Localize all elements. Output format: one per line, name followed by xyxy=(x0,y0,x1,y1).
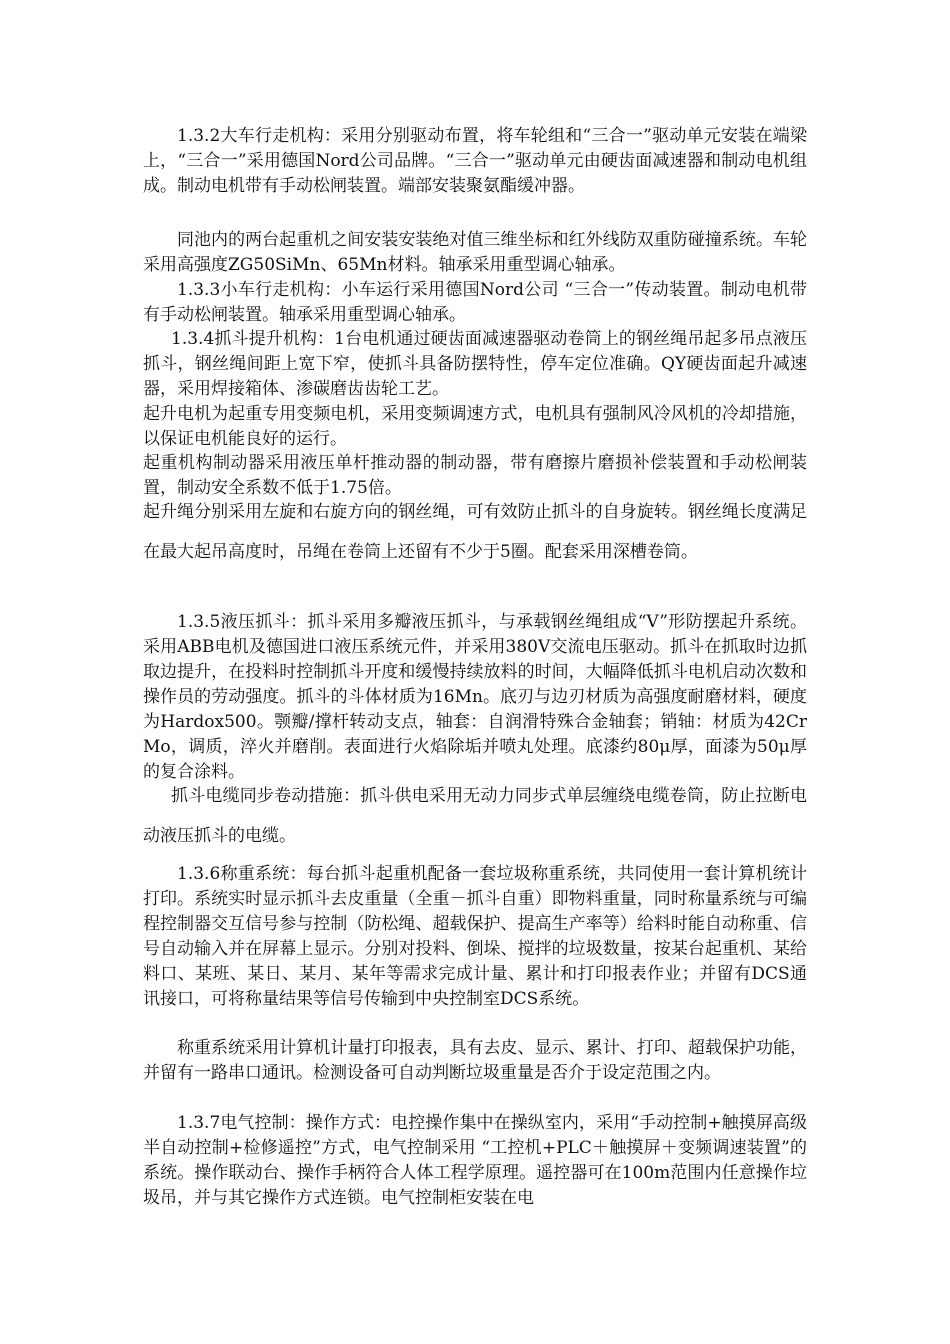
paragraph-hoist-motor: 起升电机为起重专用变频电机，采用变频调速方式，电机具有强制风冷风机的冷却措施，以保证电机能良好的运行。 xyxy=(143,404,807,449)
paragraph-1-3-4-hoist: 1.3.4抓斗提升机构：1台电机通过硬齿面减速器驱动卷筒上的钢丝绳吊起多吊点液压抓斗，钢丝绳间距上宽下窄，使抓斗具备防摆特性，停车定位准确。QY硬齿面起升减速器，采用焊接箱体、渗碳磨齿齿轮工艺。 xyxy=(143,329,807,399)
paragraph-weighing-report: 称重系统采用计算机计量打印报表，具有去皮、显示、累计、打印、超载保护功能，并留有一路串口通讯。检测设备可自动判断垃圾重量是否介于设定范围之内。 xyxy=(143,1038,807,1083)
paragraph-1-3-2-bridge-travel: 1.3.2大车行走机构：采用分别驱动布置，将车轮组和“三合一”驱动单元安装在端梁上，“三合一”采用德国Nord公司品牌。“三合一”驱动单元由硬齿面减速器和制动电机组成。制动电机带有手动松闸装置。端部安装聚氨酯缓冲器。 xyxy=(143,126,807,196)
paragraph-1-3-7-electrical-control: 1.3.7电气控制：操作方式：电控操作集中在操纵室内，采用“手动控制+触摸屏高级半自动控制+检修遥控”方式，电气控制采用 “工控机+PLC＋触摸屏＋变频调速装置”的系统。操作联动台、操作手柄符合人体工程学原理。遥控器可在100m范围内任意操作垃圾吊，并与其它操作方式连锁。电气控制柜安装在电 xyxy=(143,1113,807,1208)
paragraph-1-3-5-hydraulic-grab: 1.3.5液压抓斗：抓斗采用多瓣液压抓斗，与承载钢丝绳组成“V”形防摆起升系统。采用ABB电机及德国进口液压系统元件，并采用380V交流电压驱动。抓斗在抓取时边抓取边提升，在投料时控制抓斗开度和缓慢持续放料的时间，大幅降低抓斗电机启动次数和操作员的劳动强度。抓斗的斗体材质为16Mn。底刃与边刃材质为高强度耐磨材料，硬度为Hardox500。颚瓣/撑杆转动支点，轴套：自润滑特殊合金轴套；销轴：材质为42CrMo，调质，淬火并磨削。表面进行火焰除垢并喷丸处理。底漆约80μ厚，面漆为50μ厚的复合涂料。 xyxy=(143,612,807,782)
paragraph-brake: 起重机构制动器采用液压单杆推动器的制动器，带有磨擦片磨损补偿装置和手动松闸装置，制动安全系数不低于1.75倍。 xyxy=(143,453,807,498)
paragraph-anti-collision: 同池内的两台起重机之间安装安装绝对值三维坐标和红外线防双重防碰撞系统。车轮采用高强度ZG50SiMn、65Mn材料。轴承采用重型调心轴承。 xyxy=(143,230,807,275)
paragraph-1-3-3-trolley-travel: 1.3.3小车行走机构：小车运行采用德国Nord公司 “三合一”传动装置。制动电机带有手动松闸装置。轴承采用重型调心轴承。 xyxy=(143,280,807,325)
paragraph-grab-cable-reel: 抓斗电缆同步卷动措施：抓斗供电采用无动力同步式单层缠绕电缆卷筒，防止拉断电动液压抓斗的电缆。 xyxy=(143,786,807,846)
paragraph-wire-rope: 起升绳分别采用左旋和右旋方向的钢丝绳，可有效防止抓斗的自身旋转。钢丝绳长度满足在最大起吊高度时，吊绳在卷筒上还留有不少于5圈。配套采用深槽卷筒。 xyxy=(143,502,807,562)
paragraph-1-3-6-weighing: 1.3.6称重系统：每台抓斗起重机配备一套垃圾称重系统，共同使用一套计算机统计打印。系统实时显示抓斗去皮重量（全重－抓斗自重）即物料重量，同时称量系统与可编程控制器交互信号参与控制（防松绳、超载保护、提高生产率等）给料时能自动称重、信号自动输入并在屏幕上显示。分别对投料、倒垛、搅拌的垃圾数量，按某台起重机、某给料口、某班、某日、某月、某年等需求完成计量、累计和打印报表作业；并留有DCS通讯接口，可将称量结果等信号传输到中央控制室DCS系统。 xyxy=(143,864,807,1009)
